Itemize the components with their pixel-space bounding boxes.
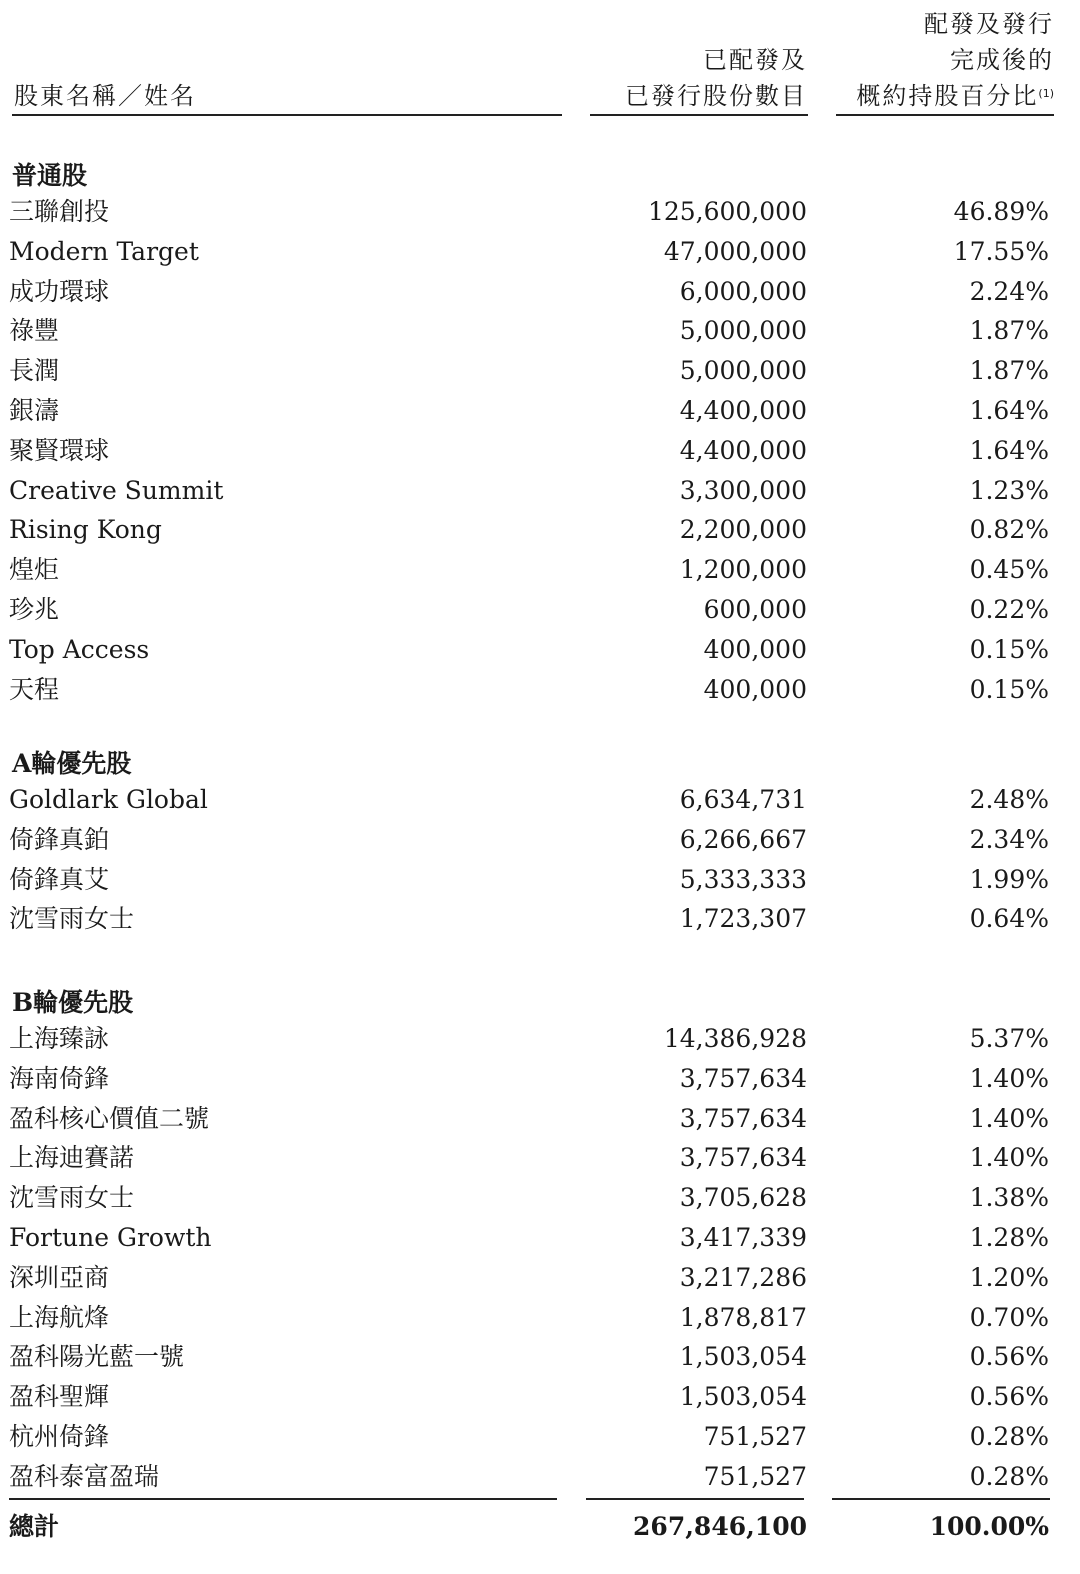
shareholder-name: 杭州倚鋒: [9, 1422, 110, 1451]
table-row: [0, 820, 1080, 860]
table-row: [0, 1417, 1080, 1457]
ownership-pct: 1.40%: [969, 1063, 1049, 1093]
table-row: [0, 391, 1080, 431]
shares-count: 4,400,000: [679, 396, 807, 425]
shareholder-name: Modern Target: [9, 236, 199, 266]
shares-count: 1,878,817: [679, 1302, 807, 1332]
ownership-pct: 17.55%: [953, 236, 1049, 266]
table-row: [0, 1377, 1080, 1417]
table-row: [0, 899, 1080, 939]
shares-count: 125,600,000: [647, 197, 807, 226]
shares-count: 3,300,000: [679, 475, 807, 505]
ownership-pct: 0.22%: [969, 595, 1049, 624]
shares-count: 5,000,000: [679, 356, 807, 386]
ownership-pct: 46.89%: [953, 197, 1049, 226]
ownership-pct: 1.64%: [969, 396, 1049, 425]
table-row: [0, 550, 1080, 590]
ownership-pct: 0.64%: [969, 904, 1049, 934]
shareholder-name: Rising Kong: [9, 515, 162, 545]
ownership-pct: 1.23%: [969, 475, 1049, 505]
shares-count: 3,217,286: [679, 1262, 807, 1292]
table-row: [0, 860, 1080, 900]
table-row: [0, 232, 1080, 272]
shareholder-name: 上海臻詠: [9, 1024, 110, 1053]
shareholder-name: 煌炬: [9, 555, 60, 585]
table-row: [0, 1178, 1080, 1218]
shareholder-name: Creative Summit: [9, 475, 224, 505]
shares-count: 1,503,054: [679, 1342, 807, 1372]
shares-count: 5,000,000: [679, 316, 807, 346]
header-shares-line1: 已配發及: [703, 46, 807, 74]
shareholder-name: Fortune Growth: [9, 1223, 212, 1252]
ownership-pct: 0.28%: [969, 1422, 1049, 1451]
total-rule-name: [9, 1498, 557, 1500]
shares-count: 1,200,000: [679, 555, 807, 585]
header-shareholder-name: 股東名稱／姓名: [14, 82, 196, 110]
total-rule-shares: [586, 1498, 804, 1500]
ownership-pct: 2.48%: [969, 785, 1049, 814]
shareholder-name: 天程: [9, 674, 60, 704]
shareholder-name: 三聯創投: [9, 197, 110, 226]
shares-count: 751,527: [703, 1461, 807, 1491]
ownership-pct: 0.82%: [969, 515, 1049, 545]
shareholder-name: Goldlark Global: [9, 785, 208, 814]
ownership-pct: 0.28%: [969, 1461, 1049, 1491]
footnote-marker: (1): [1038, 87, 1054, 100]
table-row: [0, 1019, 1080, 1059]
header-approx-percentage: [814, 6, 1054, 114]
header-pct-line1: 配發及發行: [924, 10, 1054, 38]
shareholder-name: 盈科陽光藍一號: [9, 1342, 185, 1372]
header-pct-line3: [814, 78, 1054, 114]
table-row: [0, 780, 1080, 820]
table-row: [0, 1298, 1080, 1338]
shareholder-name: Top Access: [9, 634, 150, 664]
ownership-pct: 1.99%: [969, 864, 1049, 894]
ownership-pct: 2.34%: [969, 824, 1049, 854]
header-pct-line3-text: 概約持股百分比: [856, 82, 1039, 110]
shareholder-name: 祿豐: [9, 316, 60, 346]
shares-count: 400,000: [703, 634, 807, 664]
shares-count: 3,757,634: [679, 1143, 807, 1173]
table-row: [0, 311, 1080, 351]
ownership-pct: 0.15%: [969, 674, 1049, 704]
table-row: [0, 1138, 1080, 1178]
section-title: A輪優先股: [12, 749, 132, 778]
header-rule-shares: [590, 114, 808, 116]
ownership-pct: 1.87%: [969, 316, 1049, 346]
shares-count: 6,266,667: [679, 824, 807, 854]
ownership-pct: 1.38%: [969, 1183, 1049, 1213]
shares-count: 14,386,928: [663, 1024, 807, 1053]
shareholder-name: 深圳亞商: [9, 1262, 110, 1292]
header-pct-line2: 完成後的: [950, 46, 1054, 74]
header-rule-pct: [836, 114, 1054, 116]
ownership-pct: 2.24%: [969, 276, 1049, 306]
shareholder-name: 長潤: [9, 356, 60, 386]
shares-count: 6,000,000: [679, 276, 807, 306]
header-shares-line2: 已發行股份數目: [625, 82, 807, 110]
shares-count: 6,634,731: [679, 785, 807, 814]
table-row: [0, 1099, 1080, 1139]
table-row: [0, 1059, 1080, 1099]
ownership-pct: 0.45%: [969, 555, 1049, 585]
table-row: [0, 272, 1080, 312]
shareholder-name: 上海航烽: [9, 1302, 110, 1332]
shareholder-name: 沈雪雨女士: [9, 1183, 135, 1213]
shares-count: 1,503,054: [679, 1382, 807, 1412]
shares-count: 3,757,634: [679, 1103, 807, 1133]
shares-count: 4,400,000: [679, 435, 807, 465]
table-row: [0, 192, 1080, 232]
ownership-pct: 1.87%: [969, 356, 1049, 386]
header-shares-issued: [547, 42, 807, 114]
ownership-pct: 1.40%: [969, 1103, 1049, 1133]
table-row: [0, 630, 1080, 670]
shares-count: 3,705,628: [679, 1183, 807, 1213]
total-shares: 267,846,100: [633, 1512, 807, 1541]
ownership-pct: 1.40%: [969, 1143, 1049, 1173]
shares-count: 47,000,000: [663, 236, 807, 266]
table-row: [0, 1337, 1080, 1377]
shareholder-name: 盈科核心價值二號: [9, 1103, 210, 1133]
shares-count: 2,200,000: [679, 515, 807, 545]
shareholder-name: 倚鋒真艾: [9, 864, 110, 894]
shareholder-name: 沈雪雨女士: [9, 904, 135, 934]
shares-count: 1,723,307: [679, 904, 807, 934]
shareholder-name: 盈科聖輝: [9, 1382, 110, 1412]
ownership-pct: 0.70%: [969, 1302, 1049, 1332]
ownership-pct: 0.15%: [969, 634, 1049, 664]
section-title: B輪優先股: [12, 988, 134, 1017]
table-row: [0, 1258, 1080, 1298]
table-row: [0, 590, 1080, 630]
total-pct: 100.00%: [929, 1512, 1049, 1541]
header-rule-name: [12, 114, 562, 116]
shares-count: 600,000: [703, 595, 807, 624]
ownership-pct: 0.56%: [969, 1342, 1049, 1372]
ownership-pct: 1.28%: [969, 1223, 1049, 1252]
section-title: 普通股: [12, 161, 88, 190]
table-row: [0, 510, 1080, 550]
total-label: 總計: [9, 1512, 60, 1541]
shares-count: 3,417,339: [679, 1223, 807, 1252]
ownership-pct: 1.20%: [969, 1262, 1049, 1292]
shares-count: 751,527: [703, 1422, 807, 1451]
shareholder-name: 海南倚鋒: [9, 1063, 110, 1093]
shareholder-name: 上海迪賽諾: [9, 1143, 135, 1173]
shareholder-name: 成功環球: [9, 276, 110, 306]
ownership-pct: 5.37%: [969, 1024, 1049, 1053]
shareholder-name: 聚賢環球: [9, 435, 110, 465]
table-row: [0, 471, 1080, 511]
table-row: [0, 670, 1080, 710]
ownership-pct: 0.56%: [969, 1382, 1049, 1412]
total-rule-pct: [832, 1498, 1050, 1500]
shares-count: 5,333,333: [679, 864, 807, 894]
table-row: [0, 1457, 1080, 1497]
table-row: [0, 1218, 1080, 1258]
table-row: [0, 431, 1080, 471]
shareholder-name: 銀濤: [9, 396, 60, 425]
total-row: [0, 1507, 1080, 1547]
shares-count: 400,000: [703, 674, 807, 704]
shares-count: 3,757,634: [679, 1063, 807, 1093]
ownership-pct: 1.64%: [969, 435, 1049, 465]
shareholder-name: 倚鋒真鉑: [9, 824, 110, 854]
shareholder-name: 珍兆: [9, 595, 60, 624]
shareholder-name: 盈科泰富盈瑞: [9, 1461, 160, 1491]
table-row: [0, 351, 1080, 391]
